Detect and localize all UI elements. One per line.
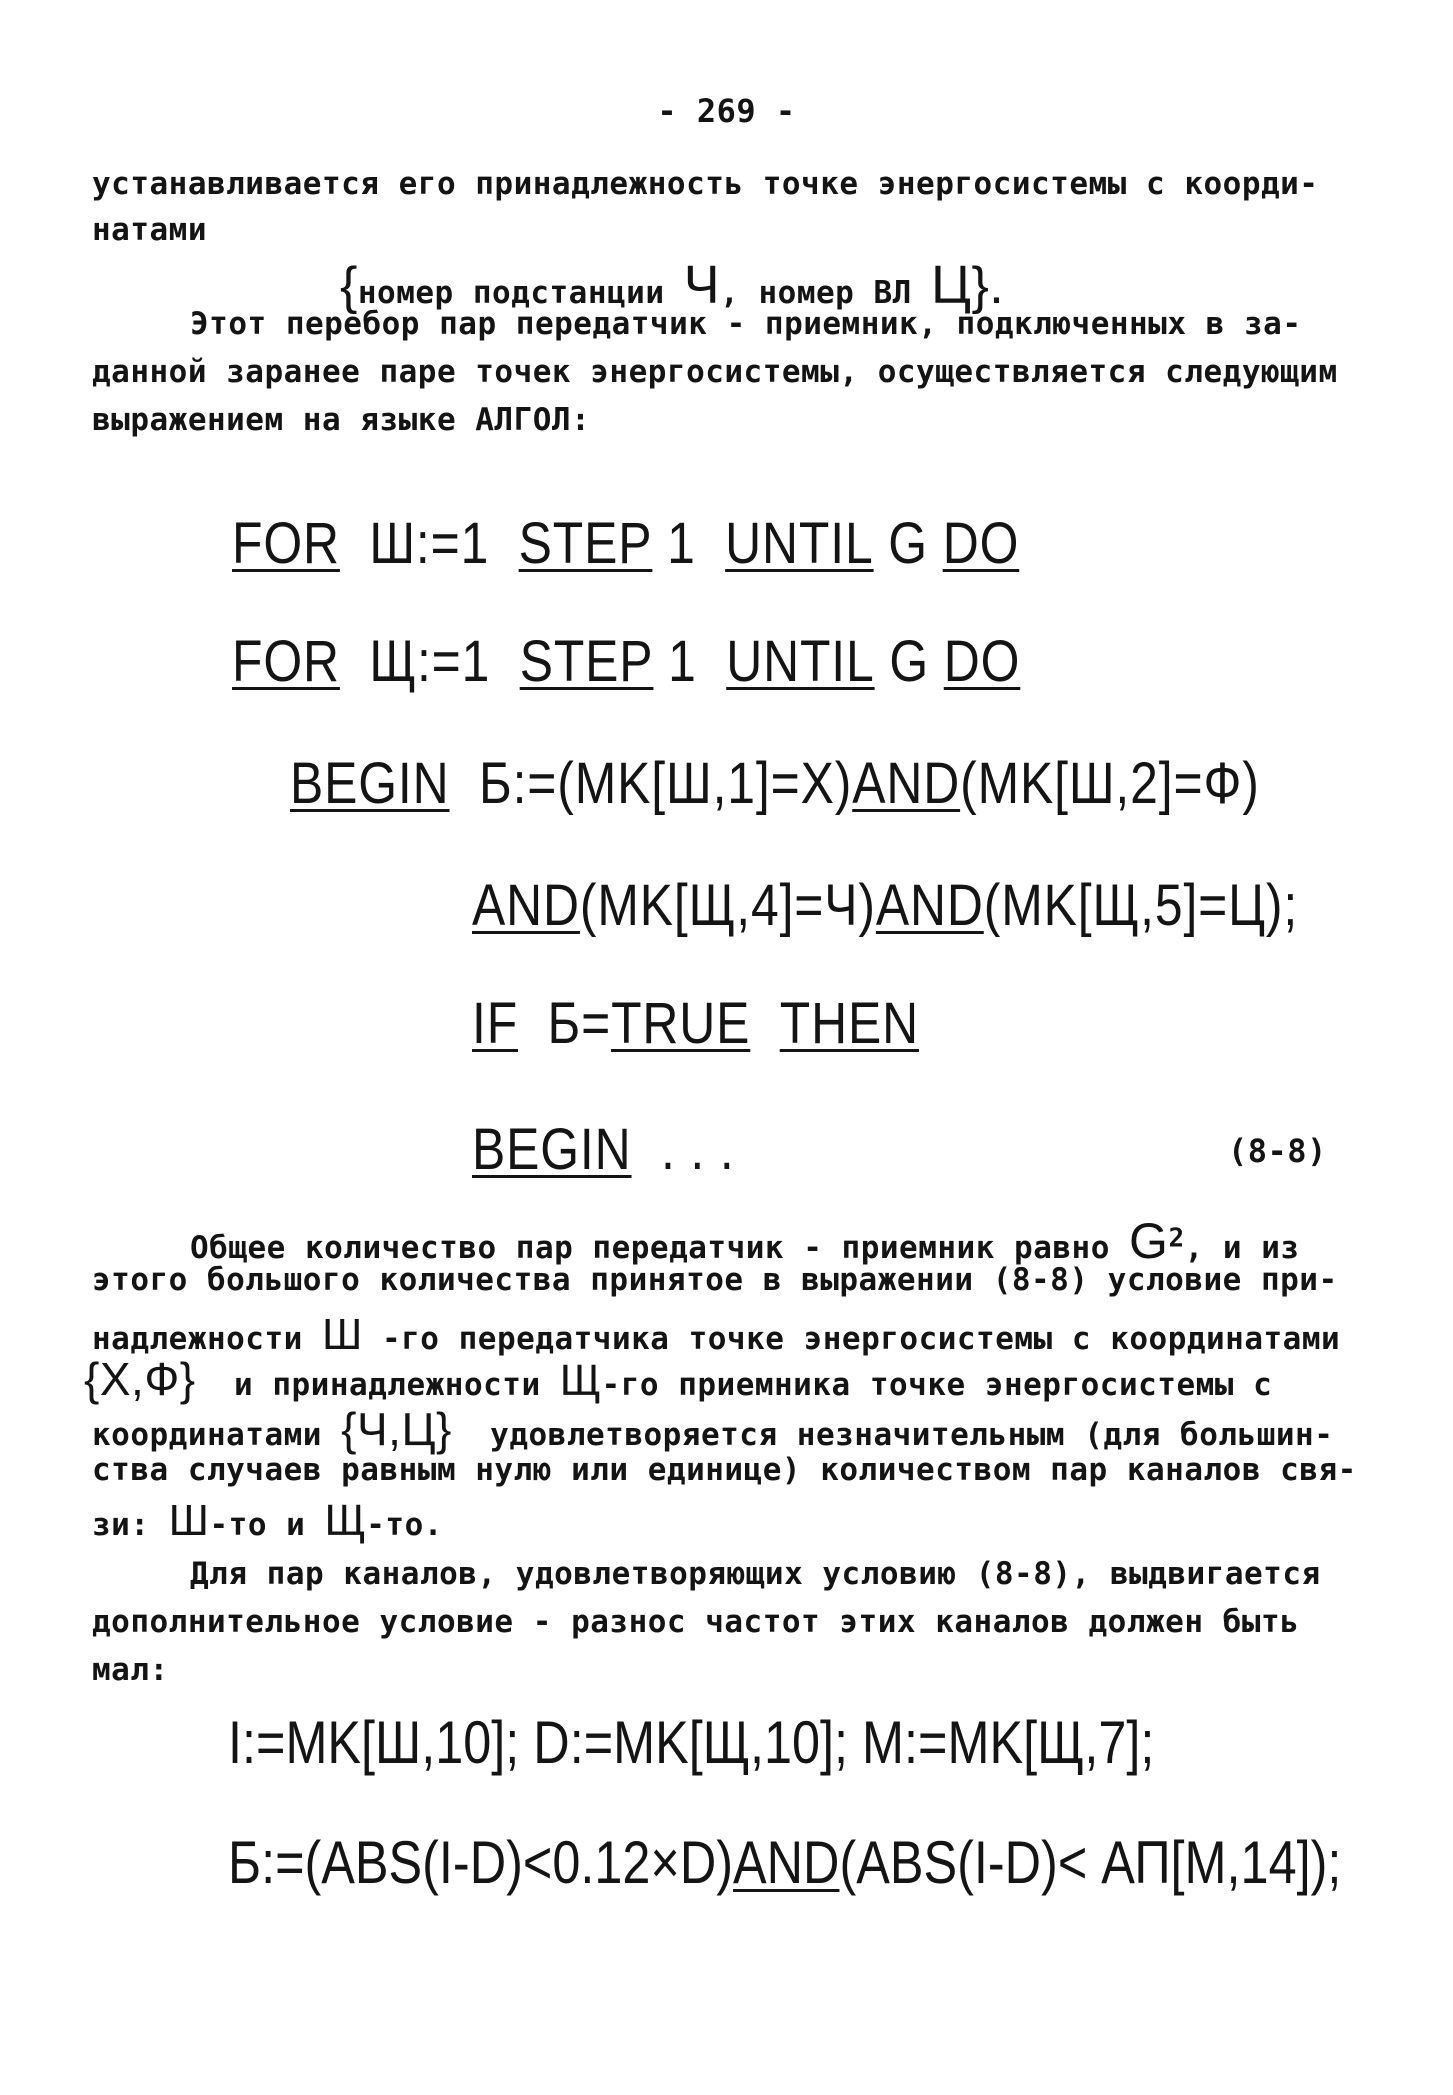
expr-part: Б:=(ABS(I-D)<0.12×D) (228, 1829, 734, 1896)
symbol-sh: Ш (168, 1496, 210, 1545)
symbol-set-chts: {Ч,Ц} (341, 1403, 452, 1455)
para3-line7 (92, 1496, 443, 1546)
para3-line5 (92, 1402, 1333, 1456)
code2-line1: I:=MK[Ш,10]; D:=MK[Щ,10]; M:=MK[Щ,7]; (228, 1709, 1155, 1776)
code1-line4 (472, 872, 1298, 939)
symbol-ch: Ч (683, 255, 721, 315)
kw-begin: BEGIN (472, 1117, 632, 1182)
para4-line2: дополнительное условие - разнос частот этих каналов должен быть (92, 1604, 1300, 1640)
expr-part: Б= (547, 991, 612, 1056)
brace-close: }. (971, 257, 1005, 315)
code1-line1 (232, 510, 1019, 577)
para3-text: -то и (209, 1507, 306, 1543)
symbol-set-xf: {X,Ф} (84, 1353, 196, 1405)
kw-then: THEN (779, 991, 919, 1056)
para3-text: надлежности (92, 1321, 303, 1357)
page-number: - 269 - (657, 92, 796, 130)
kw-until: UNTIL (726, 629, 875, 694)
para3-text: зи: (92, 1507, 150, 1543)
para3-line4 (84, 1352, 1272, 1406)
coord-line: , номер ВЛ (720, 275, 912, 311)
code1-line2 (232, 628, 1020, 695)
kw-and: AND (472, 873, 580, 938)
para1-line1: устанавливается его принадлежность точке энергосистемы с коорди- (92, 166, 1319, 202)
limit-g: G (889, 629, 930, 694)
kw-and: AND (875, 873, 984, 938)
kw-true: TRUE (611, 991, 751, 1056)
kw-do: DO (943, 629, 1021, 694)
para3-line6: ства случаев равным нулю или единице) количеством пар каналов свя- (92, 1452, 1357, 1488)
kw-and: AND (852, 751, 961, 816)
step-value: 1 (668, 629, 697, 694)
kw-until: UNTIL (725, 511, 874, 576)
symbol-ts: Ц (930, 255, 972, 315)
kw-for: FOR (232, 511, 340, 576)
para1-line2: натами (92, 212, 207, 248)
para3-text: -то. (366, 1507, 443, 1543)
coord-substation: номер подстанции (357, 275, 665, 311)
equation-label: (8-8) (1228, 1132, 1327, 1170)
code1-line5 (472, 990, 919, 1057)
step-value: 1 (667, 511, 696, 576)
expr-part: Б:=(MK[Ш,1]=X) (478, 751, 853, 816)
kw-if: IF (472, 991, 519, 1056)
symbol-shch: Щ (559, 1356, 602, 1405)
para3-text: Общее количество пар передатчик - приемник равно (190, 1230, 1110, 1266)
para3-text: координатами (92, 1417, 322, 1453)
kw-do: DO (942, 511, 1020, 576)
assign-sh: Ш:=1 (369, 511, 490, 576)
para3-text: -го приемника точке энергосистемы с (601, 1367, 1273, 1403)
code1-line6 (472, 1116, 735, 1183)
expr-part: (MK[Щ,5]=Ц); (983, 873, 1299, 938)
para3-text: и принадлежности (234, 1367, 541, 1403)
para4-line1: Для пар каналов, удовлетворяющих условию (8-8), выдвигается (190, 1556, 1321, 1592)
superscript-2: 2 (1168, 1223, 1185, 1254)
para2-line1: Этот перебор пар передатчик - приемник, подключенных в за- (190, 306, 1302, 342)
para3-line2: этого большого количества принятое в выражении (8-8) условие при- (92, 1262, 1338, 1298)
kw-step: STEP (519, 629, 654, 694)
brace-open: { (340, 257, 358, 315)
limit-g: G (888, 511, 928, 576)
expr-part: (MK[Щ,4]=Ч) (579, 873, 876, 938)
para3-text: -го передатчика точке энергосистемы с координатами (381, 1321, 1341, 1357)
ellipsis: . . . (660, 1117, 735, 1182)
para3-text: удовлетворяется незначительным (для большин- (490, 1417, 1334, 1453)
kw-begin: BEGIN (290, 751, 450, 816)
assign-shch: Щ:=1 (369, 629, 491, 694)
para2-line3: выражением на языке АЛГОЛ: (92, 402, 591, 438)
symbol-shch: Щ (324, 1496, 367, 1545)
para3-text: , и из (1184, 1230, 1300, 1266)
para2-line2: данной заранее паре точек энергосистемы, осуществляется следующим (92, 354, 1338, 390)
kw-for: FOR (232, 629, 340, 694)
para4-line3: мал: (92, 1652, 169, 1688)
kw-and: AND (733, 1829, 840, 1896)
symbol-g: G (1129, 1213, 1169, 1269)
code2-line2 (228, 1828, 1341, 1897)
symbol-sh: Ш (321, 1310, 363, 1359)
expr-part: (MK[Ш,2]=Ф) (960, 751, 1260, 816)
expr-part: (ABS(I-D)< АП[M,14]); (839, 1829, 1342, 1896)
code1-line3 (290, 750, 1260, 817)
kw-step: STEP (518, 511, 653, 576)
